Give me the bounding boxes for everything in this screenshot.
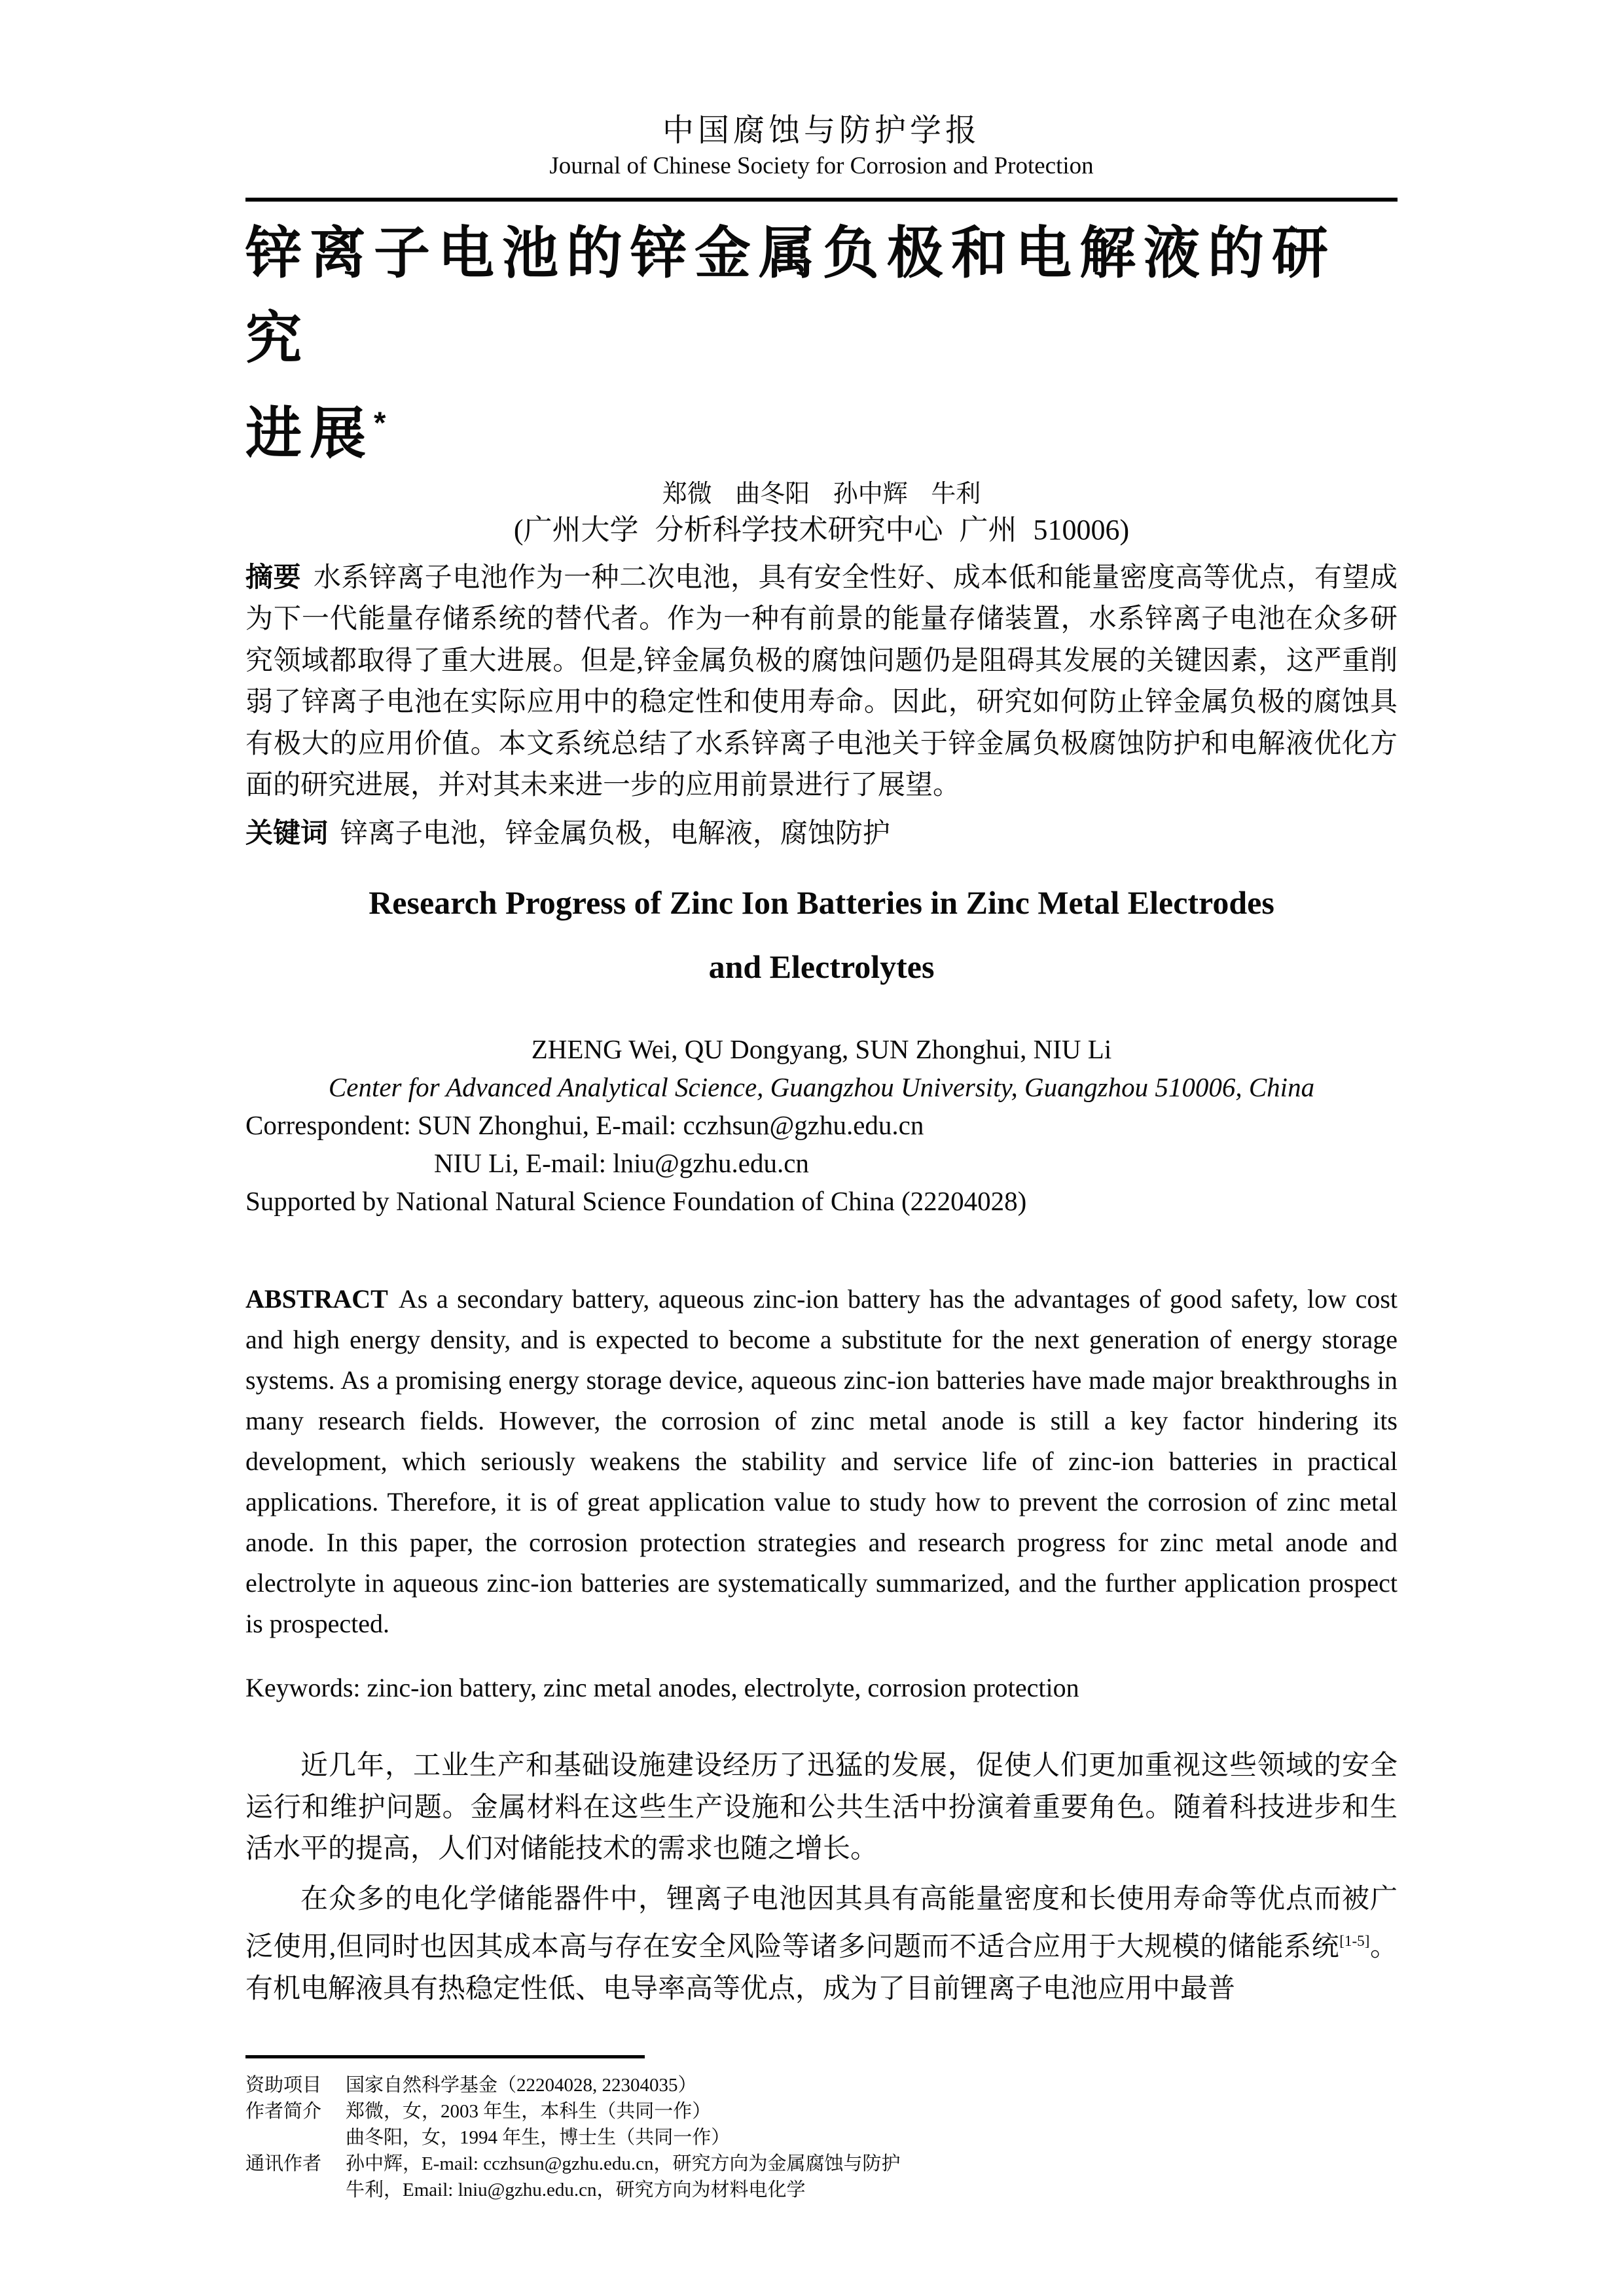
footnote-label [245,2125,346,2151]
journal-name-en: Journal of Chinese Society for Corrosion and Protection [549,152,1094,179]
keywords-cn [245,812,1398,855]
body-paragraph-2-text: 在众多的电化学储能器件中，锂离子电池因其具有高能量密度和长使用寿命等优点而被广泛使用,但同时也因其成本高与存在安全风险等诸多问题而不适合应用于大规模的储能系统 [245,1884,1398,1963]
article-title-cn [245,211,1398,476]
footnote-row-corresponding-2 [245,2177,1398,2203]
journal-name-cn: 中国腐蚀与防护学报 [662,113,981,148]
english-byline-block [245,1030,1398,1220]
footnote-text: 孙中辉，E-mail: cczhsun@gzhu.edu.cn，研究方向为金属腐蚀与防护 [346,2153,901,2175]
footnote-label: 通讯作者 [245,2153,322,2175]
title-footnote-asterisk: * [374,406,386,440]
keywords-cn-label: 关键词 [245,817,329,848]
abstract-cn-text: 水系锌离子电池作为一种二次电池，具有安全性好、成本低和能量密度高等优点，有望成为下一代能量存储系统的替代者。作为一种有前景的能量存储装置，水系锌离子电池在众多研究领域都取得了重大进展。但是,锌金属负极的腐蚀问题仍是阻碍其发展的关键因素，这严重削弱了锌离子电池在实际应用中的稳定性和使用寿命。因此，研究如何防止锌金属负极的腐蚀具有极大的应用价值。本文系统总结了水系锌离子电池关于锌金属负极腐蚀防护和电解液优化方面的研究进展，并对其未来进一步的应用前景进行了展望。 [245,562,1398,801]
footnote-text: 国家自然科学基金（22204028, 22304035） [346,2075,697,2096]
footnote-label [245,2177,346,2203]
article-title-en-line2: and Electrolytes [708,948,935,986]
body-paragraph-2 [245,1879,1398,2011]
abstract-cn-label: 摘要 [245,561,301,592]
body-paragraph-1: 近几年，工业生产和基础设施建设经历了迅猛的发展，促使人们更加重视这些领域的安全运行和维护问题。金属材料在这些生产设施和公共生活中扮演着重要角色。随着科技进步和生活水平的提高，人们对储能技术的需求也随之增长。 [245,1751,1398,1865]
footnote-rule [245,2055,645,2058]
article-title-cn-line2 [245,381,1398,476]
authors-en: ZHENG Wei, QU Dongyang, SUN Zhonghui, NIU Li [531,1034,1112,1065]
funding-statement-en: Supported by National Natural Science Foundation of China (22204028) [245,1186,1027,1217]
authors-cn: 郑微 曲冬阳 孙中辉 牛利 [662,480,981,508]
footnote-row-corresponding-1 [245,2151,1398,2177]
footnotes [245,2072,1398,2203]
body-paragraph-2-cont: 。有机电解液具有热稳定性低、电导率高等优点，成为了目前锂离子电池应用中最普 [245,1932,1398,2004]
footnote-text: 牛利，Email: lniu@gzhu.edu.cn，研究方向为材料电化学 [346,2179,806,2201]
footnote-text: 郑微，女，2003 年生，本科生（共同一作） [346,2101,712,2123]
correspondent-line-2: NIU Li, E-mail: lniu@gzhu.edu.cn [434,1148,809,1179]
footnote-label: 作者简介 [245,2101,322,2123]
abstract-en-label: ABSTRACT [245,1284,388,1314]
abstract-cn [245,556,1398,807]
header-rule [245,198,1398,202]
footnote-text: 曲冬阳，女，1994 年生，博士生（共同一作） [346,2127,731,2149]
body-text [245,1746,1398,2010]
abstract-en-text: As a secondary battery, aqueous zinc-ion battery has the advantages of good safety, low cost and high energy density, and is expected to become a substitute for the next generation of energy storage systems. As a promising energy storage device, aqueous zinc-ion batteries have made major breakthroughs in many research fields. However, the corrosion of zinc metal anode is still a key factor hindering its development, which seriously weakens the stability and service life of zinc-ion batteries in practical applications. Therefore, it is of great application value to study how to prevent the corrosion of zinc metal anode. In this paper, the corrosion protection strategies and research progress for zinc metal anode and electrolyte in aqueous zinc-ion batteries are systematically summarized, and the further application prospect is prospected. [245,1284,1398,1639]
affiliation-en: Center for Advanced Analytical Science, Guangzhou University, Guangzhou 510006, China [328,1072,1315,1103]
footnote-label: 资助项目 [245,2075,322,2096]
citation-ref-1-5: [1-5] [1339,1932,1370,1950]
article-title-cn-line2-text: 进展 [245,402,374,465]
footnote-row-funding [245,2072,1398,2098]
footnote-row-author-bio-2 [245,2125,1398,2151]
correspondent-line-1: Correspondent: SUN Zhonghui, E-mail: cczhsun@gzhu.edu.cn [245,1110,924,1141]
affiliation-cn: (广州大学 分析科学技术研究中心 广州 510006) [513,513,1130,546]
keywords-en: Keywords: zinc-ion battery, zinc metal anodes, electrolyte, corrosion protection [245,1673,1079,1703]
footnote-row-author-bio-1 [245,2098,1398,2125]
abstract-en [245,1279,1398,1644]
page-content [245,0,1398,2203]
article-title-en [245,870,1398,999]
article-title-en-line1: Research Progress of Zinc Ion Batteries in Zinc Metal Electrodes [369,884,1274,922]
article-title-cn-line1: 锌离子电池的锌金属负极和电解液的研究 [245,222,1336,370]
keywords-cn-text: 锌离子电池，锌金属负极，电解液，腐蚀防护 [340,818,890,849]
